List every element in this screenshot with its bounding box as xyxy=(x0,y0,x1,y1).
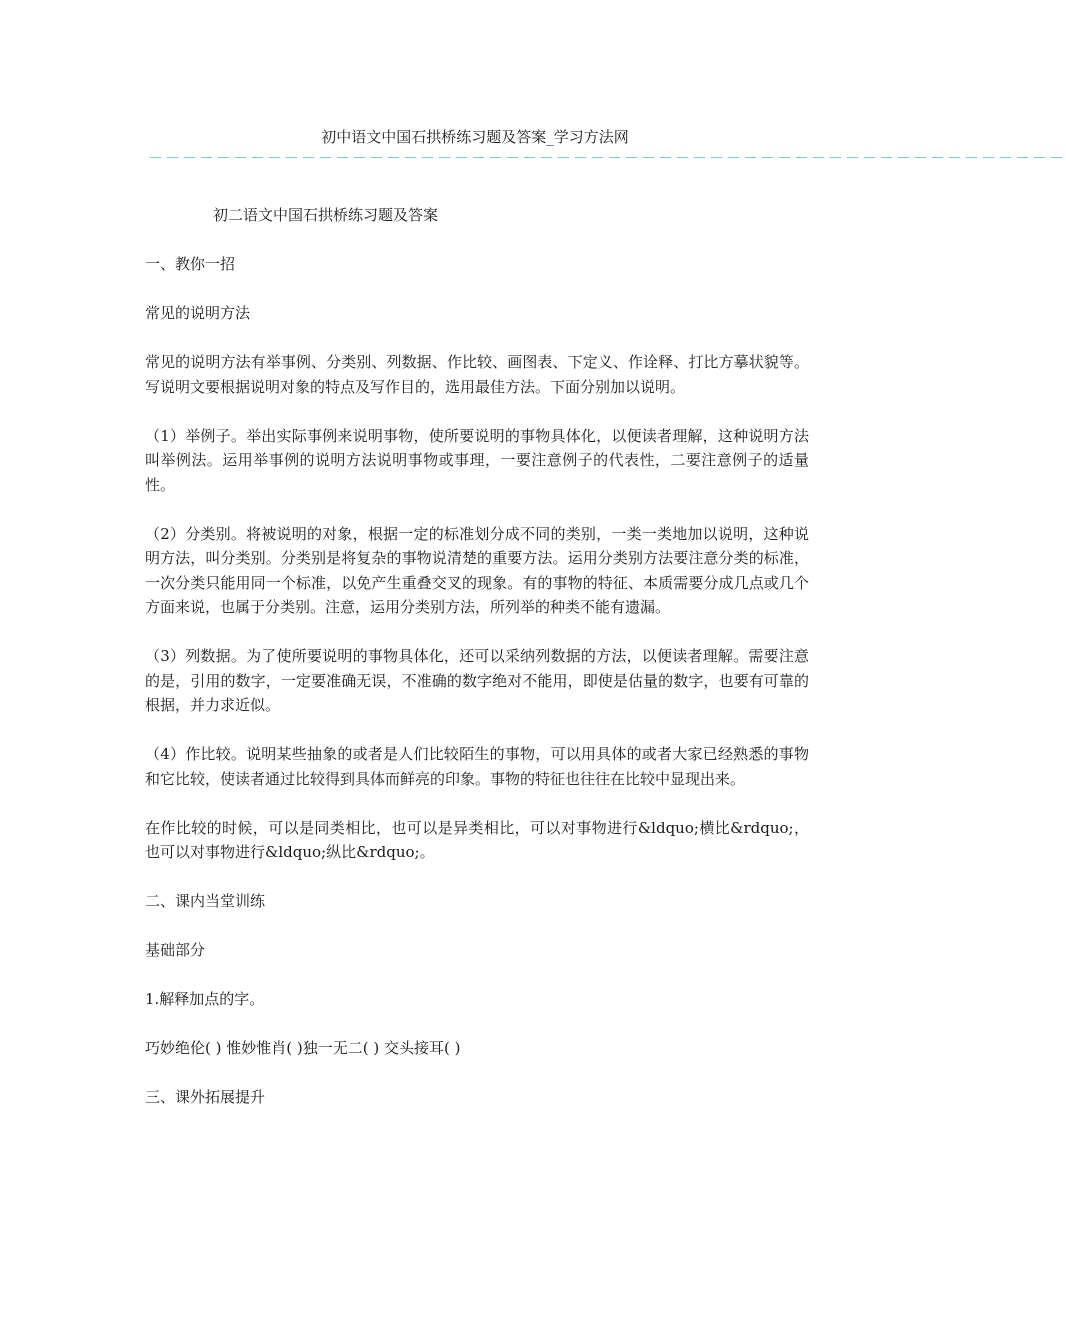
paragraph-examples: （1）举例子。举出实际事例来说明事物，使所要说明的事物具体化，以便读者理解，这种说明方法叫举例法。运用举事例的说明方法说明事物或事理，一要注意例子的代表性，二要注意例子的适量性。 xyxy=(145,426,809,494)
question-1-items: 巧妙绝伦( ) 惟妙惟肖( )独一无二( ) 交头接耳( ) xyxy=(145,1039,461,1057)
paragraph-data: （3）列数据。为了使所要说明的事物具体化，还可以采纳列数据的方法，以便读者理解。需要注意的是，引用的数字，一定要准确无误，不准确的数字绝对不能用，即使是估量的数字，也要有可靠的根据，并力求近似。 xyxy=(145,647,809,714)
section-heading-3: 三、课外拓展提升 xyxy=(145,1088,266,1106)
document-body xyxy=(145,203,809,1134)
section-heading-2: 二、课内当堂训练 xyxy=(145,892,266,910)
paragraph-comparison: （4）作比较。说明某些抽象的或者是人们比较陌生的事物，可以用具体的或者大家已经熟悉的事物和它比较，使读者通过比较得到具体而鲜亮的印象。事物的特征也往往在比较中显现出来。 xyxy=(145,745,809,788)
paragraph-classification: （2）分类别。将被说明的对象，根据一定的标准划分成不同的类别，一类一类地加以说明，这种说明方法，叫分类别。分类别是将复杂的事物说清楚的重要方法。运用分类别方法要注意分类的标准，一次分类只能用同一个标准，以免产生重叠交叉的现象。有的事物的特征、本质需要分成几点或几个方面来说，也属于分类别。注意，运用分类别方法，所列举的种类不能有遗漏。 xyxy=(145,524,809,616)
question-1: 1.解释加点的字。 xyxy=(145,990,265,1008)
paragraph-comparison-types: 在作比较的时候，可以是同类相比，也可以是异类相比，可以对事物进行&ldquo;横比&rdquo;，也可以对事物进行&ldquo;纵比&rdquo;。 xyxy=(145,818,809,861)
page-title: 初中语文中国石拱桥练习题及答案_学习方法网 xyxy=(321,128,629,146)
methods-heading: 常见的说明方法 xyxy=(145,304,251,322)
header-divider: －－－－－－－－－－－－－－－－－－－－－－－－－－－－－－－－－－－－－－－－－－－－－－－－－－－－－－ xyxy=(148,149,1066,167)
section-heading-1: 一、教你一招 xyxy=(145,255,236,273)
intro-paragraph: 常见的说明方法有举事例、分类别、列数据、作比较、画图表、下定义、作诠释、打比方摹状貌等。写说明文要根据说明对象的特点及写作目的，选用最佳方法。下面分别加以说明。 xyxy=(145,353,809,396)
document-subtitle: 初二语文中国石拱桥练习题及答案 xyxy=(213,206,439,224)
basics-heading: 基础部分 xyxy=(145,941,206,959)
